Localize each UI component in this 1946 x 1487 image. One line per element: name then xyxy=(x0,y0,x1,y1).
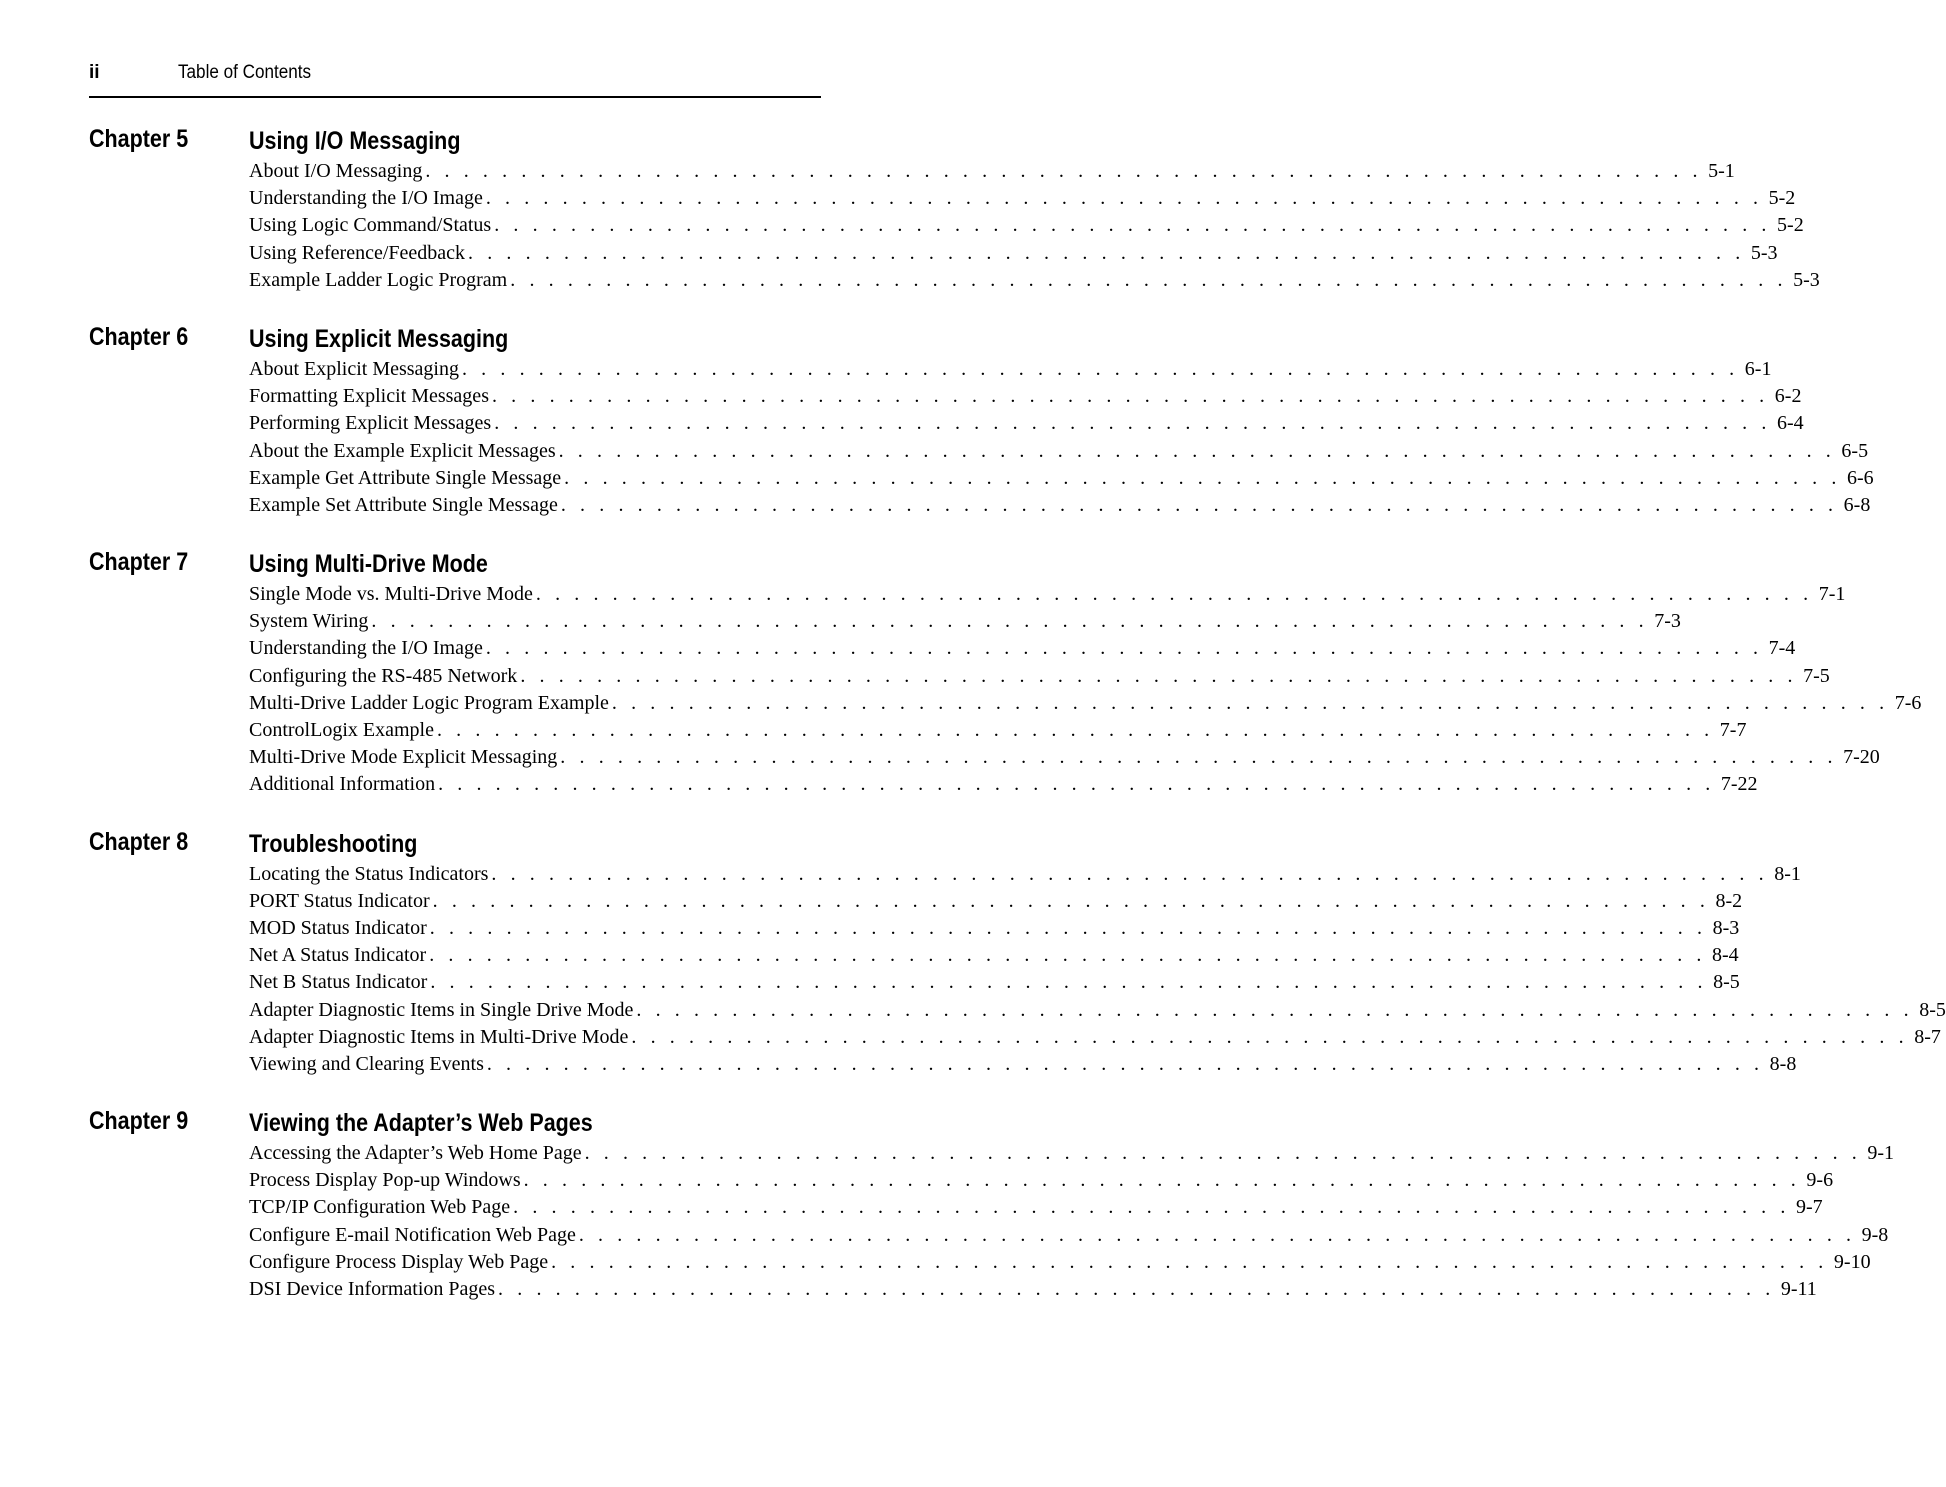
toc-entry-title: Accessing the Adapter’s Web Home Page xyxy=(249,1142,582,1165)
toc-entry-page-number: 7-20 xyxy=(1843,746,1880,769)
chapter-label: Chapter 9 xyxy=(89,1107,189,1136)
toc-entry-page-number: 8-8 xyxy=(1769,1052,1797,1075)
toc-entry-title: Adapter Diagnostic Items in Multi-Drive Mode xyxy=(249,1025,629,1048)
toc-entry-page-number: 9-1 xyxy=(1867,1142,1895,1165)
toc-entry-page-number: 6-5 xyxy=(1841,439,1869,462)
toc-entry-page-number: 8-2 xyxy=(1715,889,1743,912)
toc-entry-page-number: 8-1 xyxy=(1774,862,1801,885)
toc-entry-title: Net A Status Indicator xyxy=(249,944,427,967)
chapter-label: Chapter 8 xyxy=(89,827,189,856)
toc-entry[interactable] xyxy=(249,1276,1817,1303)
dot-leader: . . . . . . . . . . . . . . . . . . . . . . . . . . . . . . . . . . . . . . . . . . . . . . . . . . . . . . . . . . . . . . . . . . . xyxy=(436,719,1714,741)
toc-entry[interactable] xyxy=(249,888,1743,915)
toc-entry-page-number: 7-22 xyxy=(1720,773,1758,796)
toc-entry-title: Adapter Diagnostic Items in Single Drive Mode xyxy=(249,998,634,1021)
toc-entry-title: Performing Explicit Messages xyxy=(249,412,492,435)
toc-entry-page-number: 7-7 xyxy=(1719,719,1747,741)
chapter-title[interactable]: Troubleshooting xyxy=(249,829,418,858)
toc-entry-page-number: 9-6 xyxy=(1806,1169,1834,1192)
toc-entry-page-number: 9-8 xyxy=(1861,1223,1889,1246)
toc-entry[interactable] xyxy=(249,465,1874,492)
dot-leader: . . . . . . . . . . . . . . . . . . . . . . . . . . . . . . . . . . . . . . . . . . . . . . . . . . . . . . . . . . . . . . . . . . . xyxy=(429,944,1707,967)
dot-leader: . . . . . . . . . . . . . . . . . . . . . . . . . . . . . . . . . . . . . . . . . . . . . . . . . . . . . . . . . . . . . . . . . . . xyxy=(371,610,1649,633)
toc-entry-page-number: 5-2 xyxy=(1768,187,1796,210)
toc-entry[interactable] xyxy=(249,690,1922,717)
toc-entry[interactable] xyxy=(249,267,1820,294)
toc-entry-title: Formatting Explicit Messages xyxy=(249,385,489,408)
toc-entry[interactable] xyxy=(249,915,1740,942)
toc-entry[interactable] xyxy=(249,744,1880,771)
dot-leader: . . . . . . . . . . . . . . . . . . . . . . . . . . . . . . . . . . . . . . . . . . . . . . . . . . . . . . . . . . . . . . . . . . . xyxy=(461,357,1739,380)
toc-chapter xyxy=(89,1107,1895,1303)
toc-entry-page-number: 8-7 xyxy=(1914,1025,1941,1048)
toc-entry-title: About the Example Explicit Messages xyxy=(249,439,556,462)
dot-leader: . . . . . . . . . . . . . . . . . . . . . . . . . . . . . . . . . . . . . . . . . . . . . . . . . . . . . . . . . . . . . . . . . . . xyxy=(510,268,1788,291)
toc-chapter xyxy=(89,125,1820,294)
dot-leader: . . . . . . . . . . . . . . . . . . . . . . . . . . . . . . . . . . . . . . . . . . . . . . . . . . . . . . . . . . . . . . . . . . . xyxy=(560,493,1838,516)
chapter-title[interactable]: Viewing the Adapter’s Web Pages xyxy=(249,1109,593,1138)
dot-leader: . . . . . . . . . . . . . . . . . . . . . . . . . . . . . . . . . . . . . . . . . . . . . . . . . . . . . . . . . . . . . . . . . . . xyxy=(551,1250,1828,1273)
toc-entry[interactable] xyxy=(249,717,1747,744)
toc-entry-page-number: 7-1 xyxy=(1818,583,1846,606)
toc-entry-page-number: 9-7 xyxy=(1795,1196,1823,1219)
dot-leader: . . . . . . . . . . . . . . . . . . . . . . . . . . . . . . . . . . . . . . . . . . . . . . . . . . . . . . . . . . . . . . . . . . . xyxy=(558,439,1836,462)
toc-entry-list xyxy=(249,1140,1895,1303)
toc-entry[interactable] xyxy=(249,410,1804,437)
toc-entry-list xyxy=(249,861,1946,1079)
toc-entry-title: DSI Device Information Pages xyxy=(249,1278,496,1300)
dot-leader: . . . . . . . . . . . . . . . . . . . . . . . . . . . . . . . . . . . . . . . . . . . . . . . . . . . . . . . . . . . . . . . . . . . xyxy=(494,412,1771,435)
toc-entry-title: Multi-Drive Ladder Logic Program Example xyxy=(249,691,609,714)
toc-entry[interactable] xyxy=(249,1194,1823,1221)
toc-entry-title: Viewing and Clearing Events xyxy=(249,1052,484,1075)
chapter-title[interactable]: Using Explicit Messaging xyxy=(249,324,509,353)
toc-chapter xyxy=(89,322,1874,519)
toc-entry[interactable] xyxy=(249,1167,1834,1194)
dot-leader: . . . . . . . . . . . . . . . . . . . . . . . . . . . . . . . . . . . . . . . . . . . . . . . . . . . . . . . . . . . . . . . . . . . xyxy=(578,1223,1856,1246)
dot-leader: . . . . . . . . . . . . . . . . . . . . . . . . . . . . . . . . . . . . . . . . . . . . . . . . . . . . . . . . . . . . . . . . . . . xyxy=(491,385,1769,408)
toc-entry-title: Example Set Attribute Single Message xyxy=(249,493,558,516)
toc-entry[interactable] xyxy=(249,1249,1871,1276)
toc-entry-page-number: 7-6 xyxy=(1894,691,1922,714)
dot-leader: . . . . . . . . . . . . . . . . . . . . . . . . . . . . . . . . . . . . . . . . . . . . . . . . . . . . . . . . . . . . . . . . . . . xyxy=(485,637,1763,660)
chapter-label: Chapter 6 xyxy=(89,322,189,351)
toc-entry[interactable] xyxy=(249,438,1869,465)
dot-leader: . . . . . . . . . . . . . . . . . . . . . . . . . . . . . . . . . . . . . . . . . . . . . . . . . . . . . . . . . . . . . . . . . . . xyxy=(513,1196,1790,1219)
dot-leader: . . . . . . . . . . . . . . . . . . . . . . . . . . . . . . . . . . . . . . . . . . . . . . . . . . . . . . . . . . . . . . . . . . . xyxy=(425,160,1703,182)
toc-entry-page-number: 6-6 xyxy=(1846,466,1874,489)
dot-leader: . . . . . . . . . . . . . . . . . . . . . . . . . . . . . . . . . . . . . . . . . . . . . . . . . . . . . . . . . . . . . . . . . . . xyxy=(560,746,1838,769)
dot-leader: . . . . . . . . . . . . . . . . . . . . . . . . . . . . . . . . . . . . . . . . . . . . . . . . . . . . . . . . . . . . . . . . . . . xyxy=(494,214,1772,237)
toc-entry-title: Single Mode vs. Multi-Drive Mode xyxy=(249,583,533,606)
table-of-contents xyxy=(89,125,1946,1332)
dot-leader: . . . . . . . . . . . . . . . . . . . . . . . . . . . . . . . . . . . . . . . . . . . . . . . . . . . . . . . . . . . . . . . . . . . xyxy=(486,1052,1764,1075)
toc-entry-page-number: 6-8 xyxy=(1843,493,1871,516)
toc-entry-list xyxy=(249,158,1820,294)
toc-entry-title: Configure E-mail Notification Web Page xyxy=(249,1223,576,1246)
toc-entry[interactable] xyxy=(249,1140,1895,1167)
toc-entry-title: ControlLogix Example xyxy=(249,719,434,741)
toc-entry-list xyxy=(249,356,1874,519)
toc-entry[interactable] xyxy=(249,356,1772,383)
chapter-title[interactable]: Using Multi-Drive Mode xyxy=(249,550,488,579)
toc-entry[interactable] xyxy=(249,185,1796,212)
toc-entry-title: Using Logic Command/Status xyxy=(249,214,492,237)
dot-leader: . . . . . . . . . . . . . . . . . . . . . . . . . . . . . . . . . . . . . . . . . . . . . . . . . . . . . . . . . . . . . . . . . . . xyxy=(432,889,1710,912)
toc-entry-title: Example Get Attribute Single Message xyxy=(249,466,562,489)
dot-leader: . . . . . . . . . . . . . . . . . . . . . . . . . . . . . . . . . . . . . . . . . . . . . . . . . . . . . . . . . . . . . . . . . . . xyxy=(631,1025,1909,1048)
toc-entry-page-number: 6-2 xyxy=(1774,385,1802,408)
toc-entry-title: Using Reference/Feedback xyxy=(249,241,466,264)
toc-entry[interactable] xyxy=(249,608,1681,635)
toc-entry-page-number: 7-5 xyxy=(1803,664,1830,687)
toc-entry-page-number: 8-5 xyxy=(1713,971,1740,994)
dot-leader: . . . . . . . . . . . . . . . . . . . . . . . . . . . . . . . . . . . . . . . . . . . . . . . . . . . . . . . . . . . . . . . . . . . xyxy=(498,1278,1775,1300)
toc-entry-page-number: 8-4 xyxy=(1712,944,1739,967)
page-header xyxy=(89,58,821,98)
chapter-title[interactable]: Using I/O Messaging xyxy=(249,127,461,155)
toc-entry-title: Additional Information xyxy=(249,773,436,796)
toc-entry-title: MOD Status Indicator xyxy=(249,916,427,939)
toc-entry-title: Understanding the I/O Image xyxy=(249,637,483,660)
toc-entry[interactable] xyxy=(249,771,1758,798)
toc-entry[interactable] xyxy=(249,1051,1797,1078)
toc-entry-page-number: 6-1 xyxy=(1744,357,1772,380)
toc-entry[interactable] xyxy=(249,492,1871,519)
toc-entry-page-number: 9-10 xyxy=(1833,1250,1871,1273)
toc-entry[interactable] xyxy=(249,383,1802,410)
dot-leader: . . . . . . . . . . . . . . . . . . . . . . . . . . . . . . . . . . . . . . . . . . . . . . . . . . . . . . . . . . . . . . . . . . . xyxy=(584,1142,1862,1165)
toc-entry[interactable] xyxy=(249,240,1778,267)
page-number: ii xyxy=(89,62,100,83)
toc-entry-title: About Explicit Messaging xyxy=(249,357,459,380)
toc-entry-title: Configure Process Display Web Page xyxy=(249,1250,549,1273)
toc-entry-page-number: 6-4 xyxy=(1777,412,1804,435)
toc-entry[interactable] xyxy=(249,997,1946,1024)
toc-chapter xyxy=(89,827,1946,1079)
dot-leader: . . . . . . . . . . . . . . . . . . . . . . . . . . . . . . . . . . . . . . . . . . . . . . . . . . . . . . . . . . . . . . . . . . . xyxy=(611,691,1889,714)
toc-entry-page-number: 7-3 xyxy=(1654,610,1681,633)
dot-leader: . . . . . . . . . . . . . . . . . . . . . . . . . . . . . . . . . . . . . . . . . . . . . . . . . . . . . . . . . . . . . . . . . . . xyxy=(520,664,1798,687)
toc-entry-page-number: 8-5 xyxy=(1919,998,1946,1021)
toc-entry[interactable] xyxy=(249,1222,1889,1249)
toc-entry[interactable] xyxy=(249,1024,1941,1051)
toc-entry-list xyxy=(249,581,1922,799)
toc-entry-title: Process Display Pop-up Windows xyxy=(249,1169,521,1192)
toc-entry-title: Example Ladder Logic Program xyxy=(249,268,508,291)
chapter-label: Chapter 7 xyxy=(89,548,189,577)
toc-entry[interactable] xyxy=(249,158,1735,185)
toc-chapter xyxy=(89,548,1922,799)
toc-entry-page-number: 5-3 xyxy=(1793,268,1820,291)
toc-entry[interactable] xyxy=(249,942,1739,969)
toc-entry-title: Locating the Status Indicators xyxy=(249,862,489,885)
toc-entry-title: Configuring the RS-485 Network xyxy=(249,664,518,687)
toc-entry[interactable] xyxy=(249,663,1830,690)
toc-entry-page-number: 9-11 xyxy=(1780,1278,1817,1300)
dot-leader: . . . . . . . . . . . . . . . . . . . . . . . . . . . . . . . . . . . . . . . . . . . . . . . . . . . . . . . . . . . . . . . . . . . xyxy=(491,862,1769,885)
toc-entry-title: System Wiring xyxy=(249,610,369,633)
dot-leader: . . . . . . . . . . . . . . . . . . . . . . . . . . . . . . . . . . . . . . . . . . . . . . . . . . . . . . . . . . . . . . . . . . . xyxy=(485,187,1763,210)
toc-entry-title: PORT Status Indicator xyxy=(249,889,430,912)
dot-leader: . . . . . . . . . . . . . . . . . . . . . . . . . . . . . . . . . . . . . . . . . . . . . . . . . . . . . . . . . . . . . . . . . . . xyxy=(468,241,1745,264)
dot-leader: . . . . . . . . . . . . . . . . . . . . . . . . . . . . . . . . . . . . . . . . . . . . . . . . . . . . . . . . . . . . . . . . . . . xyxy=(636,998,1914,1021)
toc-entry[interactable] xyxy=(249,212,1804,239)
toc-entry-title: About I/O Messaging xyxy=(249,160,423,182)
dot-leader: . . . . . . . . . . . . . . . . . . . . . . . . . . . . . . . . . . . . . . . . . . . . . . . . . . . . . . . . . . . . . . . . . . . xyxy=(564,466,1841,489)
toc-entry-page-number: 7-4 xyxy=(1768,637,1796,660)
toc-entry[interactable] xyxy=(249,861,1801,888)
toc-entry[interactable] xyxy=(249,635,1796,662)
running-title: Table of Contents xyxy=(178,62,312,83)
dot-leader: . . . . . . . . . . . . . . . . . . . . . . . . . . . . . . . . . . . . . . . . . . . . . . . . . . . . . . . . . . . . . . . . . . . xyxy=(430,971,1708,994)
toc-entry-page-number: 5-2 xyxy=(1777,214,1804,237)
toc-entry-page-number: 8-3 xyxy=(1712,916,1740,939)
toc-entry[interactable] xyxy=(249,581,1846,608)
toc-entry-page-number: 5-3 xyxy=(1750,241,1778,264)
toc-entry-title: Net B Status Indicator xyxy=(249,971,428,994)
toc-entry-page-number: 5-1 xyxy=(1708,160,1735,182)
dot-leader: . . . . . . . . . . . . . . . . . . . . . . . . . . . . . . . . . . . . . . . . . . . . . . . . . . . . . . . . . . . . . . . . . . . xyxy=(438,773,1715,796)
toc-entry[interactable] xyxy=(249,969,1740,996)
dot-leader: . . . . . . . . . . . . . . . . . . . . . . . . . . . . . . . . . . . . . . . . . . . . . . . . . . . . . . . . . . . . . . . . . . . xyxy=(523,1169,1801,1192)
toc-entry-title: Understanding the I/O Image xyxy=(249,187,483,210)
toc-entry-title: TCP/IP Configuration Web Page xyxy=(249,1196,511,1219)
dot-leader: . . . . . . . . . . . . . . . . . . . . . . . . . . . . . . . . . . . . . . . . . . . . . . . . . . . . . . . . . . . . . . . . . . . xyxy=(535,583,1813,606)
dot-leader: . . . . . . . . . . . . . . . . . . . . . . . . . . . . . . . . . . . . . . . . . . . . . . . . . . . . . . . . . . . . . . . . . . . xyxy=(429,916,1707,939)
chapter-label: Chapter 5 xyxy=(89,125,189,153)
toc-entry-title: Multi-Drive Mode Explicit Messaging xyxy=(249,746,558,769)
